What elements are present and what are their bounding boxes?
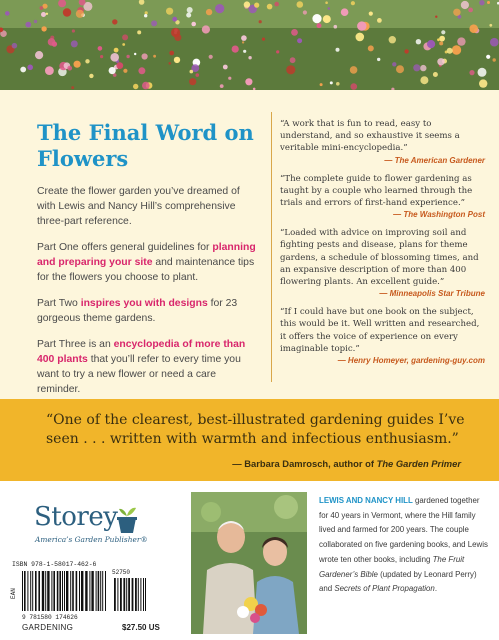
- authors-bio: LEWIS AND NANCY HILL gardened together for 40 years in Vermont, where the Hill family lived and farmed for 200 years. The couple collaborated on five gardening books, and Lewis wrote ten other books, including The Fruit Gardener’s Bible (updated by Leonard Perry) and Secrets of Plant Propagation.: [319, 496, 488, 594]
- category-label: GARDENING: [22, 623, 74, 632]
- quote-text: “If I could have but one book on the subject, this would be it. Well written and researched, it offers the voice of experience on every imaginable topic.”: [280, 307, 480, 354]
- barcode-digits: 9 781580 174626: [22, 614, 78, 621]
- publisher-tagline: America’s Garden Publisher®: [35, 535, 148, 544]
- part-three-paragraph: Part Three is an encyclopedia of more than 400 plants that you’ll refer to every time you want to try a new flower or need a care reminder.: [37, 339, 246, 395]
- price-code: 52750: [112, 569, 131, 576]
- headline: [37, 120, 259, 172]
- intro-paragraph: Create the flower garden you’ve dreamed of with Lewis and Nancy Hill’s comprehensive three-part reference.: [37, 186, 240, 227]
- featured-quote-source: — Barbara Damrosch, author of The Garden Primer: [232, 458, 461, 469]
- part-one-paragraph: Part One offers general guidelines for planning and preparing your site and maintenance tips for the flowers you choose to plant.: [37, 242, 256, 283]
- review-quotes: [280, 118, 485, 373]
- publisher-logo: [34, 498, 148, 548]
- authors-photo: [191, 492, 307, 634]
- quote-text: “The complete guide to flower gardening as taught by a couple who learned through the trials and errors of first-hand experience.”: [280, 173, 473, 209]
- back-cover-footer: [0, 481, 499, 640]
- quote-source: — The American Gardener: [384, 155, 485, 165]
- highlight-planning: planning and preparing your site: [37, 242, 256, 268]
- publisher-name: Storey: [34, 502, 118, 532]
- quote-source: — Minneapolis Star Tribune: [379, 289, 485, 299]
- barcode-block: [12, 561, 180, 633]
- review-quote: [280, 227, 485, 298]
- barcode-image: [22, 571, 172, 613]
- quote-source: — Henry Homeyer, gardening-guy.com: [337, 356, 485, 366]
- highlight-encyclopedia: encyclopedia of more than 400 plants: [37, 339, 246, 365]
- isbn-text: ISBN 978-1-58017-462-6: [12, 561, 97, 568]
- quote-text: “Loaded with advice on improving soil and fighting pests and disease, plans for theme gardens, a schedule of blossoming times, and an expansive description of more than 400 flowering plants. An excellent guide.”: [280, 228, 479, 288]
- quote-source: — The Washington Post: [393, 210, 485, 220]
- highlight-designs: inspires you with designs: [80, 298, 208, 309]
- ean-label: EAN: [10, 588, 17, 599]
- book-title-fruit: The Fruit Gardener’s Bible: [319, 554, 465, 579]
- authors-name: LEWIS AND NANCY HILL: [319, 496, 413, 505]
- column-divider: [271, 112, 272, 382]
- headline-line-1: The Final Word on: [37, 120, 254, 145]
- featured-quote-band: [0, 399, 499, 481]
- featured-quote: “One of the clearest, best-illustrated gardening guides I’ve seen . . . written with warmth and infectious enthusiasm.”: [46, 412, 465, 447]
- part-two-paragraph: Part Two inspires you with designs for 23 gorgeous theme gardens.: [37, 298, 238, 324]
- price-label: $27.50 US: [122, 623, 160, 632]
- book-title-propagation: Secrets of Plant Propagation: [334, 584, 435, 594]
- review-quote: [280, 173, 485, 220]
- flower-garden-photo: [0, 0, 499, 90]
- quote-text: “A work that is fun to read, easy to understand, and so exhaustive it seems a veritable mini-encyclopedia.”: [280, 119, 460, 154]
- flowerpot-icon: [116, 504, 138, 534]
- review-quote: [280, 118, 485, 165]
- description-column: [37, 120, 259, 408]
- headline-line-2: Flowers: [37, 146, 129, 171]
- review-quote: [280, 306, 485, 365]
